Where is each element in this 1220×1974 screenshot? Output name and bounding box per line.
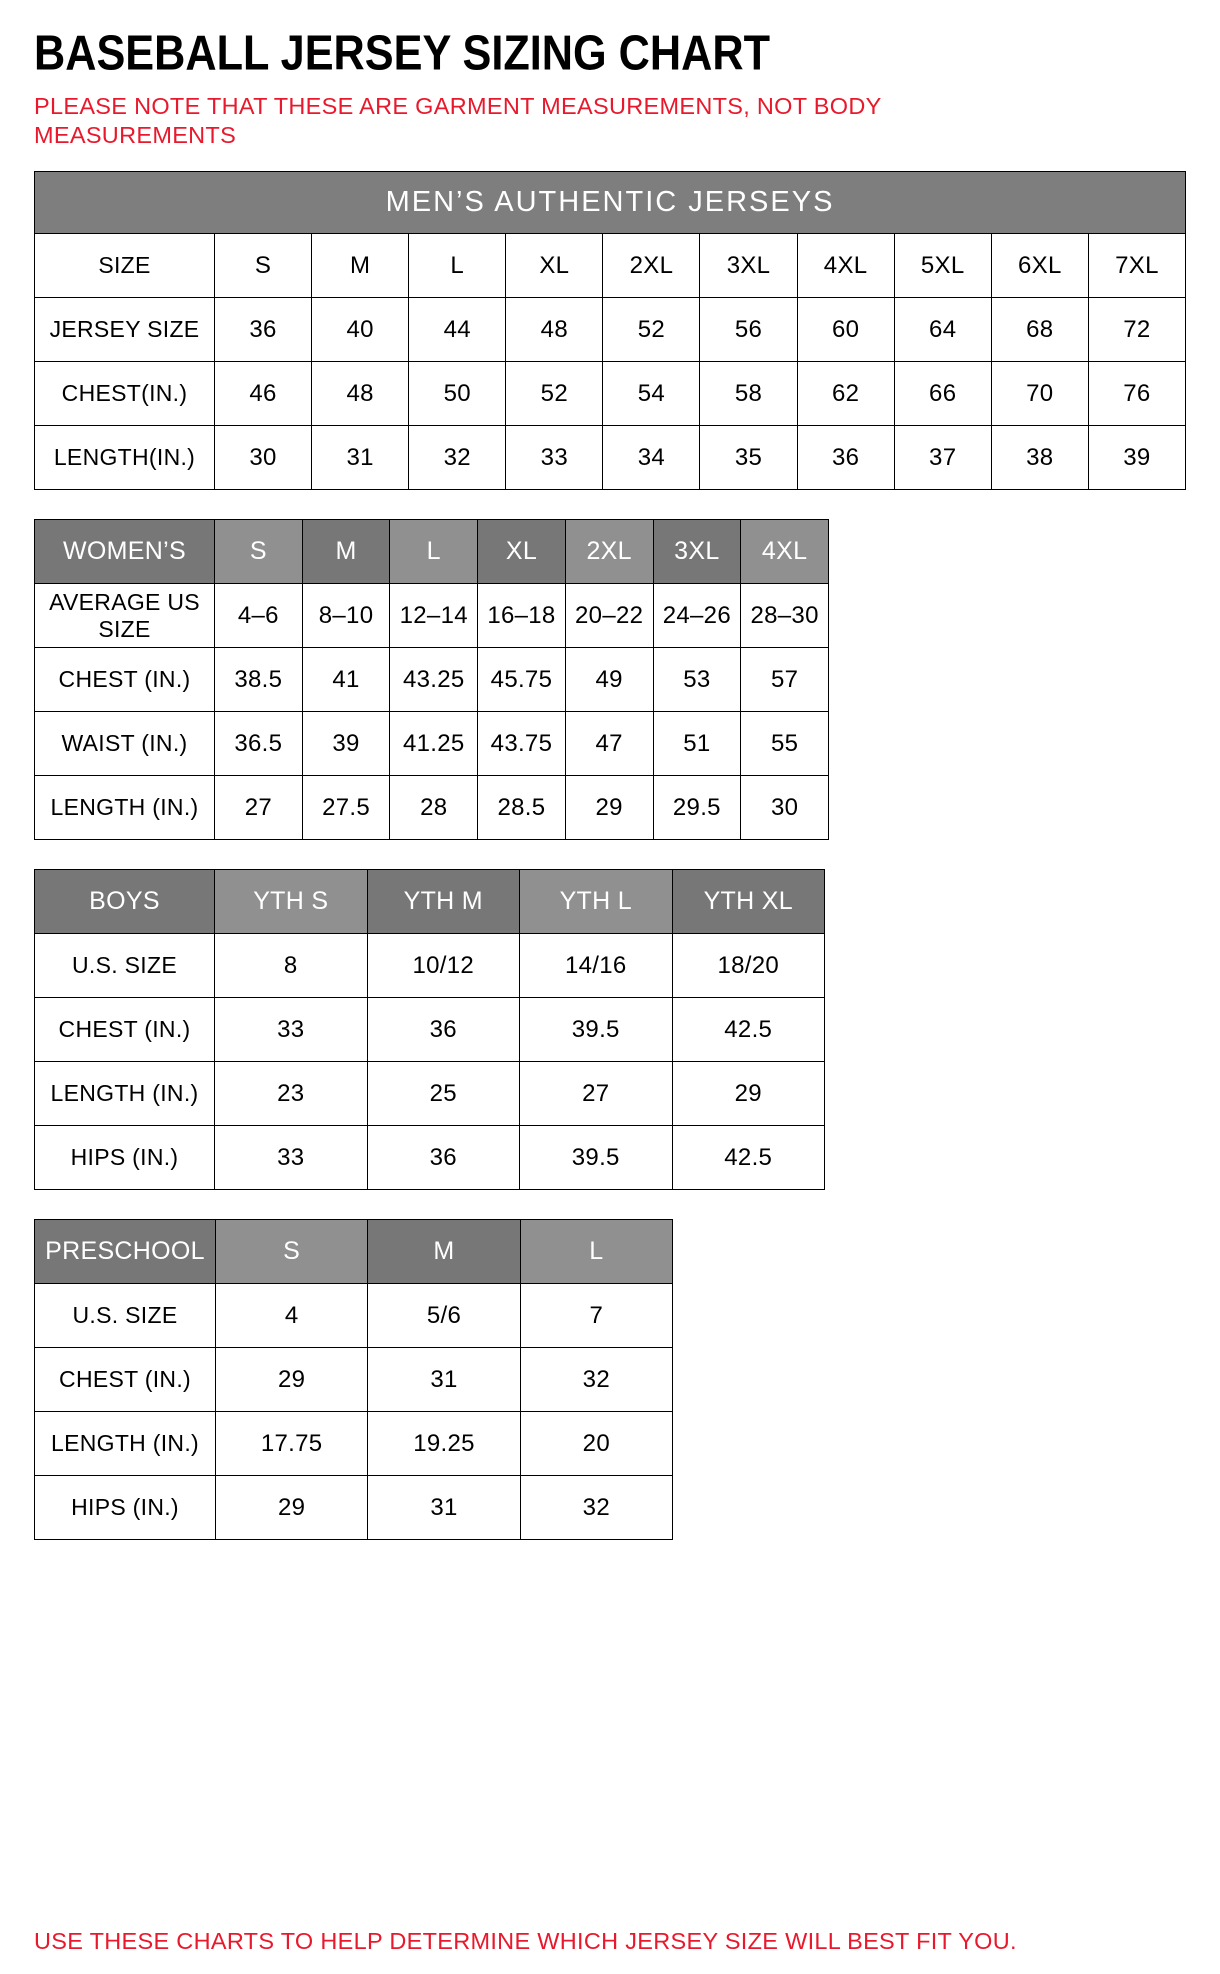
table-cell: 16–18 [478, 584, 566, 648]
table-cell: 23 [215, 1062, 368, 1126]
preschool-header-row [35, 1220, 673, 1284]
table-cell: 45.75 [478, 648, 566, 712]
row-label: CHEST (IN.) [35, 1348, 216, 1412]
table-cell: 3XL [700, 234, 797, 298]
table-row [35, 998, 825, 1062]
table-cell: 28.5 [478, 776, 566, 840]
row-label: CHEST(IN.) [35, 362, 215, 426]
table-cell: 32 [520, 1348, 672, 1412]
table-cell: 27 [520, 1062, 673, 1126]
table-cell: 7XL [1088, 234, 1185, 298]
table-cell: 12–14 [390, 584, 478, 648]
table-cell: 39.5 [520, 998, 673, 1062]
table-cell: 32 [520, 1476, 672, 1540]
table-cell: 28–30 [741, 584, 829, 648]
table-cell: 25 [367, 1062, 520, 1126]
table-cell: 76 [1088, 362, 1185, 426]
row-label: U.S. SIZE [35, 934, 215, 998]
column-header: M [302, 520, 390, 584]
row-label: U.S. SIZE [35, 1284, 216, 1348]
table-cell: 27.5 [302, 776, 390, 840]
row-label: CHEST (IN.) [35, 998, 215, 1062]
table-cell: 8 [215, 934, 368, 998]
column-header: M [368, 1220, 520, 1284]
table-cell: 52 [506, 362, 603, 426]
table-row [35, 1348, 673, 1412]
table-cell: 58 [700, 362, 797, 426]
table-cell: 36 [367, 1126, 520, 1190]
table-cell: 38 [991, 426, 1088, 490]
table-cell: 62 [797, 362, 894, 426]
table-cell: 6XL [991, 234, 1088, 298]
table-cell: 30 [741, 776, 829, 840]
table-cell: 48 [506, 298, 603, 362]
table-cell: 50 [409, 362, 506, 426]
table-cell: 57 [741, 648, 829, 712]
table-cell: 2XL [603, 234, 700, 298]
table-cell: 49 [565, 648, 653, 712]
column-header: YTH L [520, 870, 673, 934]
measurement-note: PLEASE NOTE THAT THESE ARE GARMENT MEASUREMENTS, NOT BODY MEASUREMENTS [34, 93, 882, 148]
table-cell: 29 [565, 776, 653, 840]
table-row [35, 1284, 673, 1348]
table-row [35, 776, 829, 840]
mens-sizing-table [34, 171, 1186, 490]
table-cell: 41 [302, 648, 390, 712]
column-header: YTH XL [672, 870, 825, 934]
column-header: 2XL [565, 520, 653, 584]
table-row [35, 934, 825, 998]
table-cell: 10/12 [367, 934, 520, 998]
table-cell: 54 [603, 362, 700, 426]
table-cell: 35 [700, 426, 797, 490]
table-cell: 33 [215, 998, 368, 1062]
table-cell: 68 [991, 298, 1088, 362]
row-label: AVERAGE US SIZE [35, 584, 215, 648]
table-cell: 24–26 [653, 584, 741, 648]
table-cell: 51 [653, 712, 741, 776]
column-header: YTH S [215, 870, 368, 934]
table-cell: 33 [215, 1126, 368, 1190]
boys-header-label: BOYS [35, 870, 215, 934]
womens-header-label: WOMEN’S [35, 520, 215, 584]
row-label: JERSEY SIZE [35, 298, 215, 362]
row-label: LENGTH (IN.) [35, 776, 215, 840]
table-cell: 39.5 [520, 1126, 673, 1190]
table-cell: 39 [302, 712, 390, 776]
column-header: L [520, 1220, 672, 1284]
table-cell: 18/20 [672, 934, 825, 998]
table-cell: 8–10 [302, 584, 390, 648]
table-cell: 53 [653, 648, 741, 712]
table-cell: 32 [409, 426, 506, 490]
column-header: L [390, 520, 478, 584]
table-cell: 37 [894, 426, 991, 490]
table-cell: 36 [797, 426, 894, 490]
table-cell: 29 [672, 1062, 825, 1126]
table-cell: 48 [312, 362, 409, 426]
column-header: YTH M [367, 870, 520, 934]
table-cell: 20–22 [565, 584, 653, 648]
table-row [35, 426, 1186, 490]
table-cell: 29.5 [653, 776, 741, 840]
table-cell: 33 [506, 426, 603, 490]
table-cell: 36 [215, 298, 312, 362]
table-row [35, 1476, 673, 1540]
table-cell: 44 [409, 298, 506, 362]
preschool-header-label: PRESCHOOL [35, 1220, 216, 1284]
table-cell: 19.25 [368, 1412, 520, 1476]
preschool-sizing-table [34, 1219, 673, 1540]
table-cell: 52 [603, 298, 700, 362]
table-cell: 39 [1088, 426, 1185, 490]
table-cell: 46 [215, 362, 312, 426]
table-cell: 64 [894, 298, 991, 362]
row-label: WAIST (IN.) [35, 712, 215, 776]
table-cell: 43.75 [478, 712, 566, 776]
table-cell: 29 [216, 1348, 368, 1412]
table-cell: 7 [520, 1284, 672, 1348]
row-label: CHEST (IN.) [35, 648, 215, 712]
table-cell: 60 [797, 298, 894, 362]
table-row [35, 362, 1186, 426]
womens-sizing-table [34, 519, 829, 840]
table-cell: 5/6 [368, 1284, 520, 1348]
table-cell: 40 [312, 298, 409, 362]
womens-header-row [35, 520, 829, 584]
table-cell: 42.5 [672, 1126, 825, 1190]
table-cell: 30 [215, 426, 312, 490]
table-cell: 28 [390, 776, 478, 840]
column-header: S [215, 520, 303, 584]
table-cell: 41.25 [390, 712, 478, 776]
table-row [35, 584, 829, 648]
boys-sizing-table [34, 869, 825, 1190]
table-row [35, 648, 829, 712]
table-cell: 43.25 [390, 648, 478, 712]
mens-banner-row [35, 172, 1186, 234]
table-cell: 31 [368, 1476, 520, 1540]
table-cell: 14/16 [520, 934, 673, 998]
table-row [35, 298, 1186, 362]
row-label: LENGTH (IN.) [35, 1062, 215, 1126]
table-cell: 56 [700, 298, 797, 362]
table-cell: 29 [216, 1476, 368, 1540]
table-row [35, 712, 829, 776]
column-header: S [216, 1220, 368, 1284]
table-cell: 38.5 [215, 648, 303, 712]
table-row [35, 1062, 825, 1126]
table-cell: 20 [520, 1412, 672, 1476]
table-cell: 4 [216, 1284, 368, 1348]
table-cell: 31 [312, 426, 409, 490]
table-cell: 17.75 [216, 1412, 368, 1476]
table-row [35, 1126, 825, 1190]
row-label: LENGTH (IN.) [35, 1412, 216, 1476]
table-cell: 47 [565, 712, 653, 776]
table-cell: 36 [367, 998, 520, 1062]
table-cell: 66 [894, 362, 991, 426]
table-cell: M [312, 234, 409, 298]
table-cell: 5XL [894, 234, 991, 298]
table-row [35, 1412, 673, 1476]
table-cell: 4XL [797, 234, 894, 298]
table-cell: S [215, 234, 312, 298]
table-cell: 72 [1088, 298, 1185, 362]
table-cell: 34 [603, 426, 700, 490]
page-title: BASEBALL JERSEY SIZING CHART [34, 25, 770, 81]
table-cell: 31 [368, 1348, 520, 1412]
row-label: LENGTH(IN.) [35, 426, 215, 490]
mens-table-banner: MEN’S AUTHENTIC JERSEYS [35, 172, 1186, 234]
row-label: HIPS (IN.) [35, 1476, 216, 1540]
sizing-chart-page [34, 24, 1186, 1954]
table-cell: 27 [215, 776, 303, 840]
column-header: 3XL [653, 520, 741, 584]
table-cell: 4–6 [215, 584, 303, 648]
boys-header-row [35, 870, 825, 934]
table-cell: L [409, 234, 506, 298]
table-cell: 55 [741, 712, 829, 776]
footer-note: USE THESE CHARTS TO HELP DETERMINE WHICH JERSEY SIZE WILL BEST FIT YOU. [34, 1928, 1017, 1954]
table-cell: XL [506, 234, 603, 298]
column-header: XL [478, 520, 566, 584]
table-cell: 70 [991, 362, 1088, 426]
table-row [35, 234, 1186, 298]
table-cell: 36.5 [215, 712, 303, 776]
table-cell: 42.5 [672, 998, 825, 1062]
row-label: SIZE [35, 234, 215, 298]
column-header: 4XL [741, 520, 829, 584]
row-label: HIPS (IN.) [35, 1126, 215, 1190]
